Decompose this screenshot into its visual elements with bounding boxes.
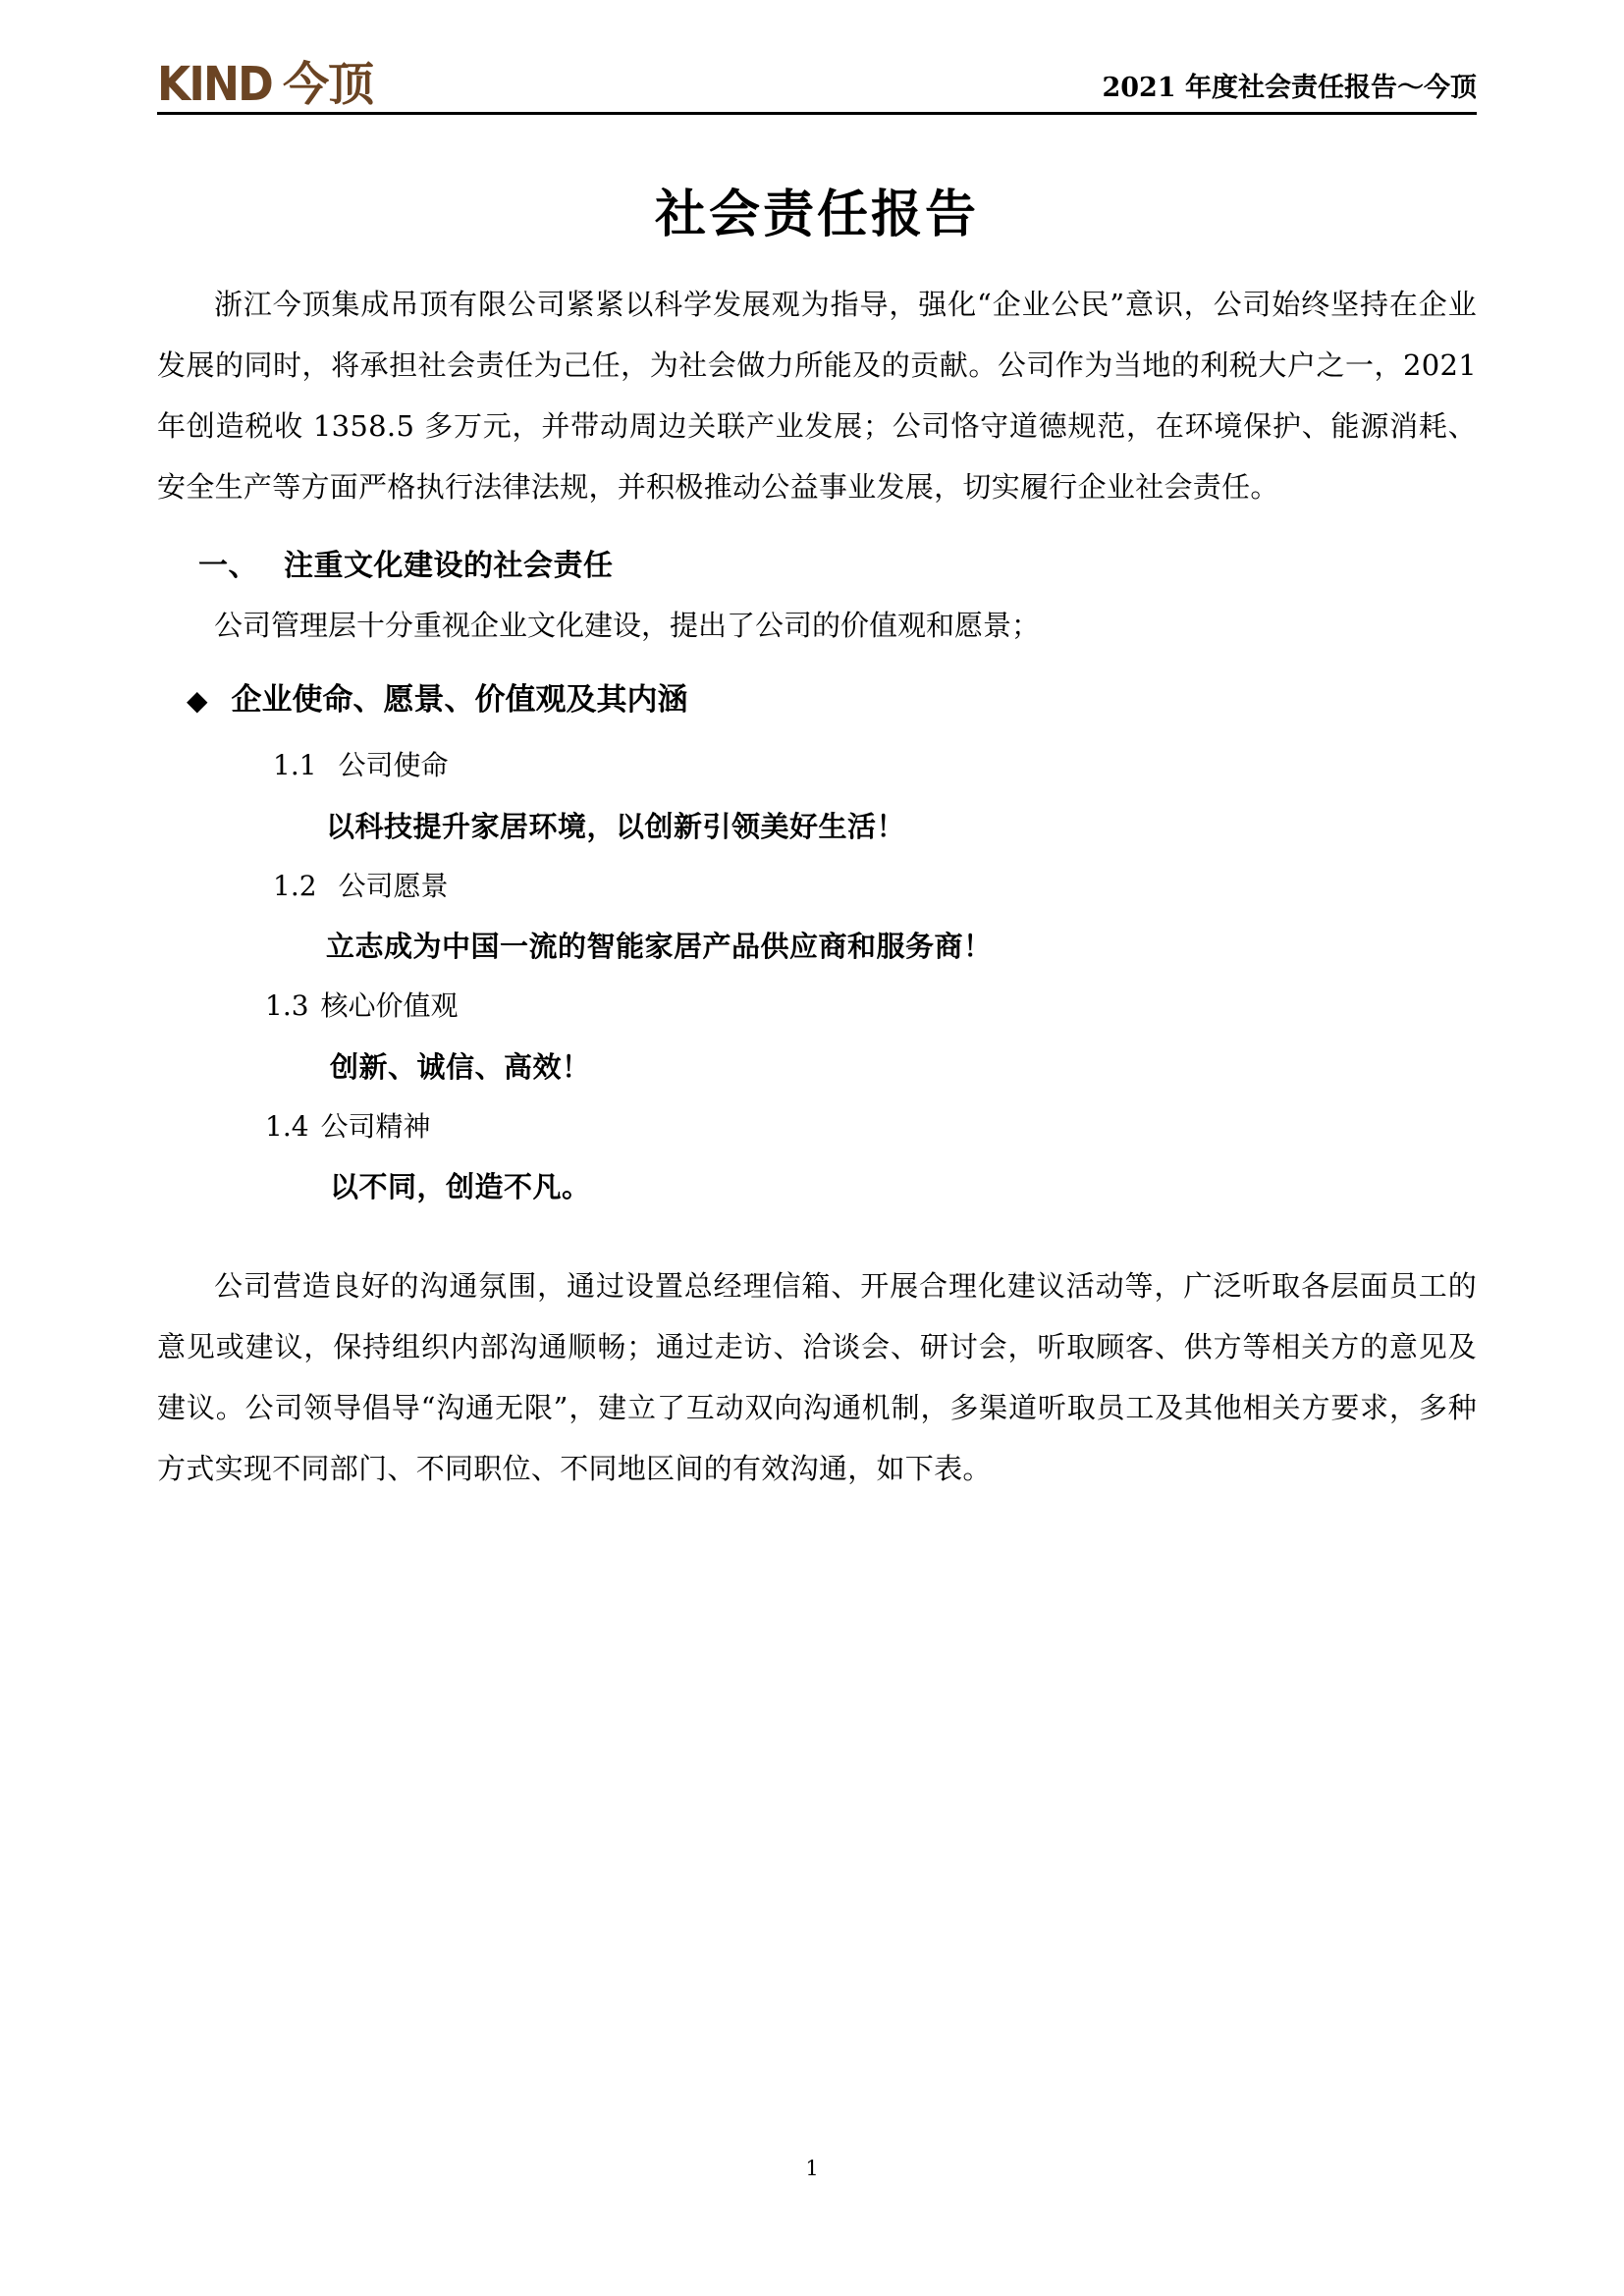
item-1-1-label — [157, 736, 1477, 795]
item-1-2-title: 公司愿景 — [338, 869, 449, 902]
diamond-bullet-icon: ◆ — [187, 684, 208, 718]
section-lead-paragraph: 公司管理层十分重视企业文化建设，提出了公司的价值观和愿景； — [214, 609, 1041, 643]
header-title: 2021 年度社会责任报告～今顶 — [1102, 73, 1477, 103]
item-1-4-title: 公司精神 — [320, 1109, 431, 1143]
list-item — [157, 1097, 1477, 1218]
item-1-3-title: 核心价值观 — [320, 989, 459, 1023]
item-1-1-value: 以科技提升家居环境，以创新引领美好生活！ — [326, 809, 906, 843]
bullet-heading — [157, 669, 1477, 730]
item-1-3-label — [157, 977, 1477, 1036]
section-title: 注重文化建设的社会责任 — [284, 549, 614, 584]
section-heading — [157, 537, 1477, 596]
list-item — [157, 857, 1477, 978]
item-1-2-label — [157, 857, 1477, 916]
paragraph-spacer — [157, 1217, 1477, 1256]
item-1-1-title: 公司使命 — [338, 749, 449, 782]
item-1-2-value: 立志成为中国一流的智能家居产品供应商和服务商！ — [326, 930, 993, 964]
logo-latin-text: KIND — [157, 57, 272, 112]
closing-paragraph: 公司营造良好的沟通氛围，通过设置总经理信箱、开展合理化建议活动等，广泛听取各层面员工的意见或建议，保持组织内部沟通顺畅；通过走访、洽谈会、研讨会，听取顾客、供方等相关方的意见及建议。公司领导倡导“沟通无限”，建立了互动双向沟通机制，多渠道听取员工及其他相关方要求，多种方式实现不同部门、不同职位、不同地区间的有效沟通，如下表。 — [157, 1269, 1477, 1485]
document-content — [157, 157, 1477, 1500]
page-number: 1 — [805, 2157, 819, 2180]
bullet-heading-label: 企业使命、愿景、价值观及其内涵 — [231, 682, 688, 719]
item-1-3-index: 1.3 — [265, 989, 309, 1023]
item-1-4-index: 1.4 — [265, 1109, 309, 1143]
item-1-4-value: 以不同，创造不凡。 — [330, 1170, 591, 1204]
company-logo — [157, 57, 374, 112]
intro-paragraph: 浙江今顶集成吊顶有限公司紧紧以科学发展观为指导，强化“企业公民”意识，公司始终坚持在企业发展的同时，将承担社会责任为己任，为社会做力所能及的贡献。公司作为当地的利税大户之一，2021 年创造税收 1358.5 多万元，并带动周边关联产业发展；公司恪守道德规范，在环境保护、能源消耗、安全生产等方面严格执行法律法规，并积极推动公益事业发展，切实履行企业社会责任。 — [157, 288, 1477, 504]
logo-cjk-text: 今顶 — [283, 58, 374, 112]
item-1-1-index: 1.1 — [273, 749, 317, 782]
item-1-3-value: 创新、诚信、高效！ — [330, 1049, 591, 1084]
page-header — [0, 35, 1624, 112]
header-divider — [157, 112, 1477, 115]
list-item — [157, 736, 1477, 857]
item-1-2-index: 1.2 — [273, 869, 317, 902]
page-title: 社会责任报告 — [654, 185, 979, 244]
list-item — [157, 977, 1477, 1097]
item-1-4-label — [157, 1097, 1477, 1156]
section-number: 一、 — [198, 549, 258, 584]
